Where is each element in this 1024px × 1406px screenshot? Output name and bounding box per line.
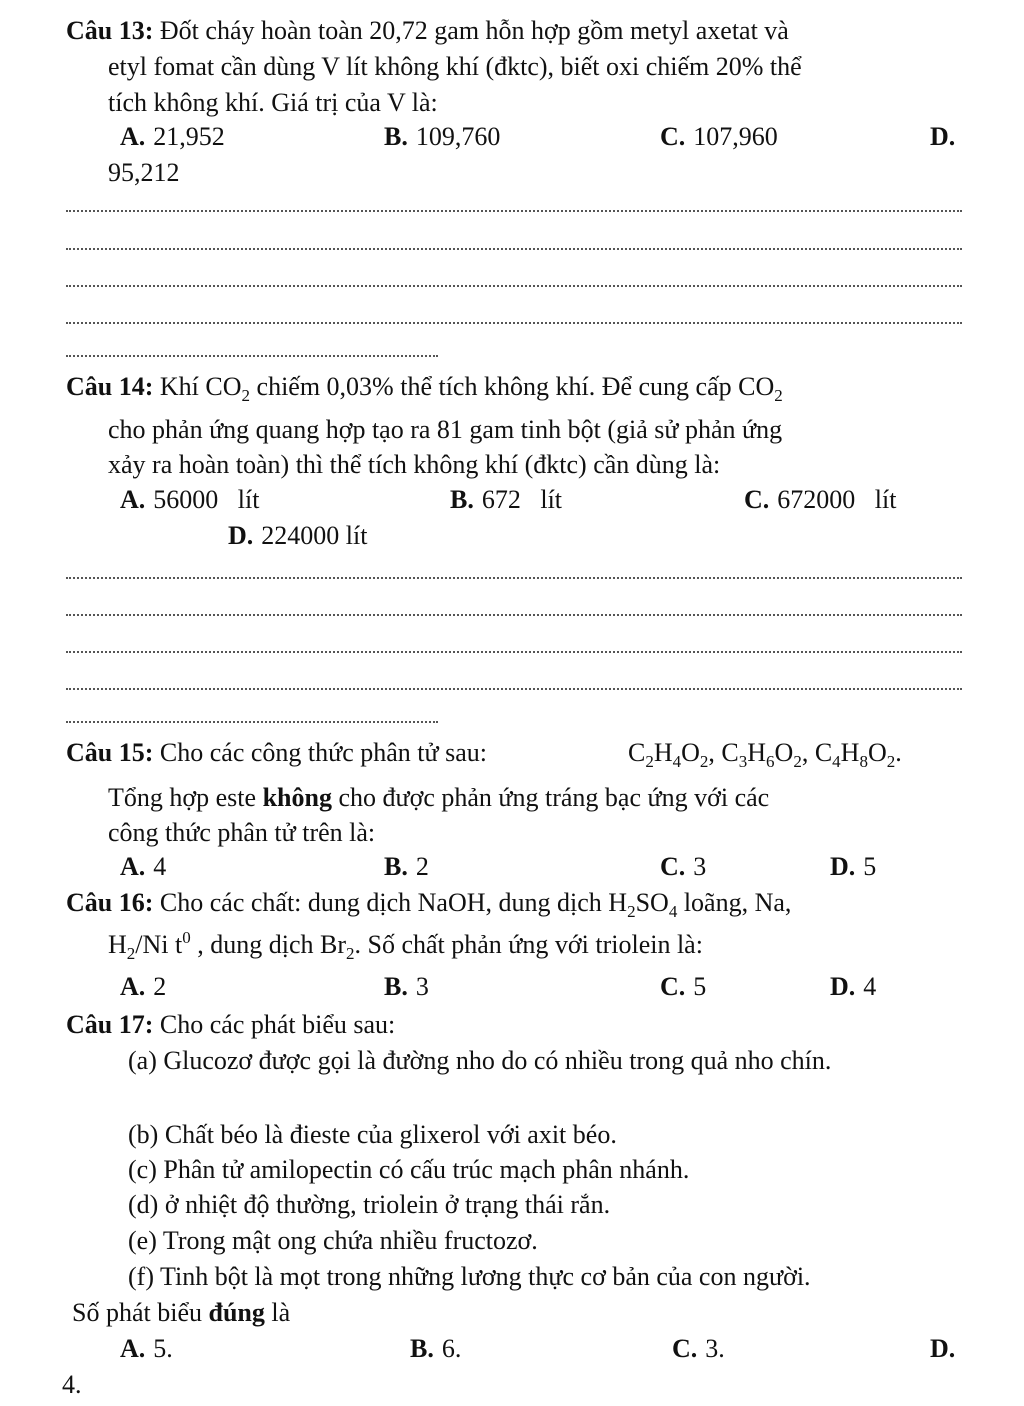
q14-option-b: B. 672 lít (450, 485, 563, 514)
q17-option-b: B. 6. (410, 1334, 462, 1363)
q17-statement-c: (c) Phân tử amilopectin có cấu trúc mạch phân nhánh. (128, 1155, 690, 1184)
q17-statement-d: (d) ở nhiệt độ thường, triolein ở trạng thái rắn. (128, 1190, 611, 1219)
q13-line2: etyl fomat cần dùng V lít không khí (đktc), biết oxi chiếm 20% thể (108, 52, 802, 81)
q14-line3: xảy ra hoàn toàn) thì thể tích không khí (đktc) cần dùng là: (108, 450, 721, 479)
q14-label: Câu 14: (66, 372, 154, 401)
answer-line (66, 285, 962, 287)
q17-statement-e: (e) Trong mật ong chứa nhiều fructozơ. (128, 1226, 538, 1255)
q13-label: Câu 13: (66, 16, 154, 45)
q15-option-a: A. 4 (120, 852, 167, 881)
q17-option-d-label: D. (930, 1334, 956, 1363)
q16-option-c: C. 5 (660, 972, 707, 1001)
q13-option-d-label: D. (930, 122, 956, 151)
q15-line2: Tổng hợp este không cho được phản ứng tráng bạc ứng với các (108, 783, 770, 812)
q16-label: Câu 16: (66, 888, 154, 917)
q16-option-a: A. 2 (120, 972, 167, 1001)
q15-line1: Câu 15: Cho các công thức phân tử sau: (66, 738, 488, 767)
answer-line (66, 688, 962, 690)
answer-line (66, 355, 438, 357)
q15-option-c: C. 3 (660, 852, 707, 881)
q17-option-d-value: 4. (62, 1370, 82, 1399)
answer-line (66, 614, 962, 616)
q13-line1: Câu 13: Đốt cháy hoàn toàn 20,72 gam hỗn hợp gồm metyl axetat và (66, 16, 789, 45)
q16-line1: Câu 16: Cho các chất: dung dịch NaOH, dung dịch $H_2SO_4$ loãng, Na, (66, 888, 792, 921)
q15-formulas: $C_2H_4O_2$, $C_3H_6O_2$, $C_4H_8O_2$. (628, 738, 902, 771)
q14-option-a: A. 56000 lít (120, 485, 260, 514)
answer-line (66, 577, 962, 579)
q13-option-c: C. 107,960 (660, 122, 778, 151)
q16-line2: $H_2/Ni$ $t^0$ , dung dịch $Br_2$. Số chất phản ứng với triolein là: (108, 928, 703, 963)
q14-line1: Câu 14: Khí $CO_2$ chiếm 0,03% thể tích không khí. Để cung cấp $CO_2$ (66, 372, 783, 405)
answer-line (66, 651, 962, 653)
q16-option-b: B. 3 (384, 972, 429, 1001)
q17-statement-a: (a) Glucozơ được gọi là đường nho do có nhiều trong quả nho chín. (128, 1046, 832, 1075)
q17-question: Số phát biểu đúng là (72, 1298, 291, 1327)
q14-line2: cho phản ứng quang hợp tạo ra 81 gam tinh bột (giả sử phản ứng (108, 415, 783, 444)
answer-line (66, 248, 962, 250)
q15-option-b: B. 2 (384, 852, 429, 881)
q15-line3: công thức phân tử trên là: (108, 818, 376, 847)
q13-option-b: B. 109,760 (384, 122, 501, 151)
q17-statement-b: (b) Chất béo là đieste của glixerol với axit béo. (128, 1120, 617, 1149)
answer-line (66, 210, 962, 212)
q13-line3: tích không khí. Giá trị của V là: (108, 88, 438, 117)
q16-option-d: D. 4 (830, 972, 877, 1001)
answer-line (66, 322, 962, 324)
q15-option-d: D. 5 (830, 852, 877, 881)
answer-line (66, 721, 438, 723)
q17-option-a: A. 5. (120, 1334, 173, 1363)
q15-label: Câu 15: (66, 738, 154, 767)
q13-option-a: A. 21,952 (120, 122, 225, 151)
q17-label: Câu 17: (66, 1010, 154, 1039)
q17-statement-f: (f) Tinh bột là mọt trong những lương thực cơ bản của con người. (128, 1262, 811, 1291)
q13-option-d-value: 95,212 (108, 158, 180, 187)
q14-option-d: D. 224000 lít (228, 521, 368, 550)
q17-line1: Câu 17: Cho các phát biểu sau: (66, 1010, 396, 1039)
q17-option-c: C. 3. (672, 1334, 725, 1363)
q14-option-c: C. 672000 lít (744, 485, 897, 514)
